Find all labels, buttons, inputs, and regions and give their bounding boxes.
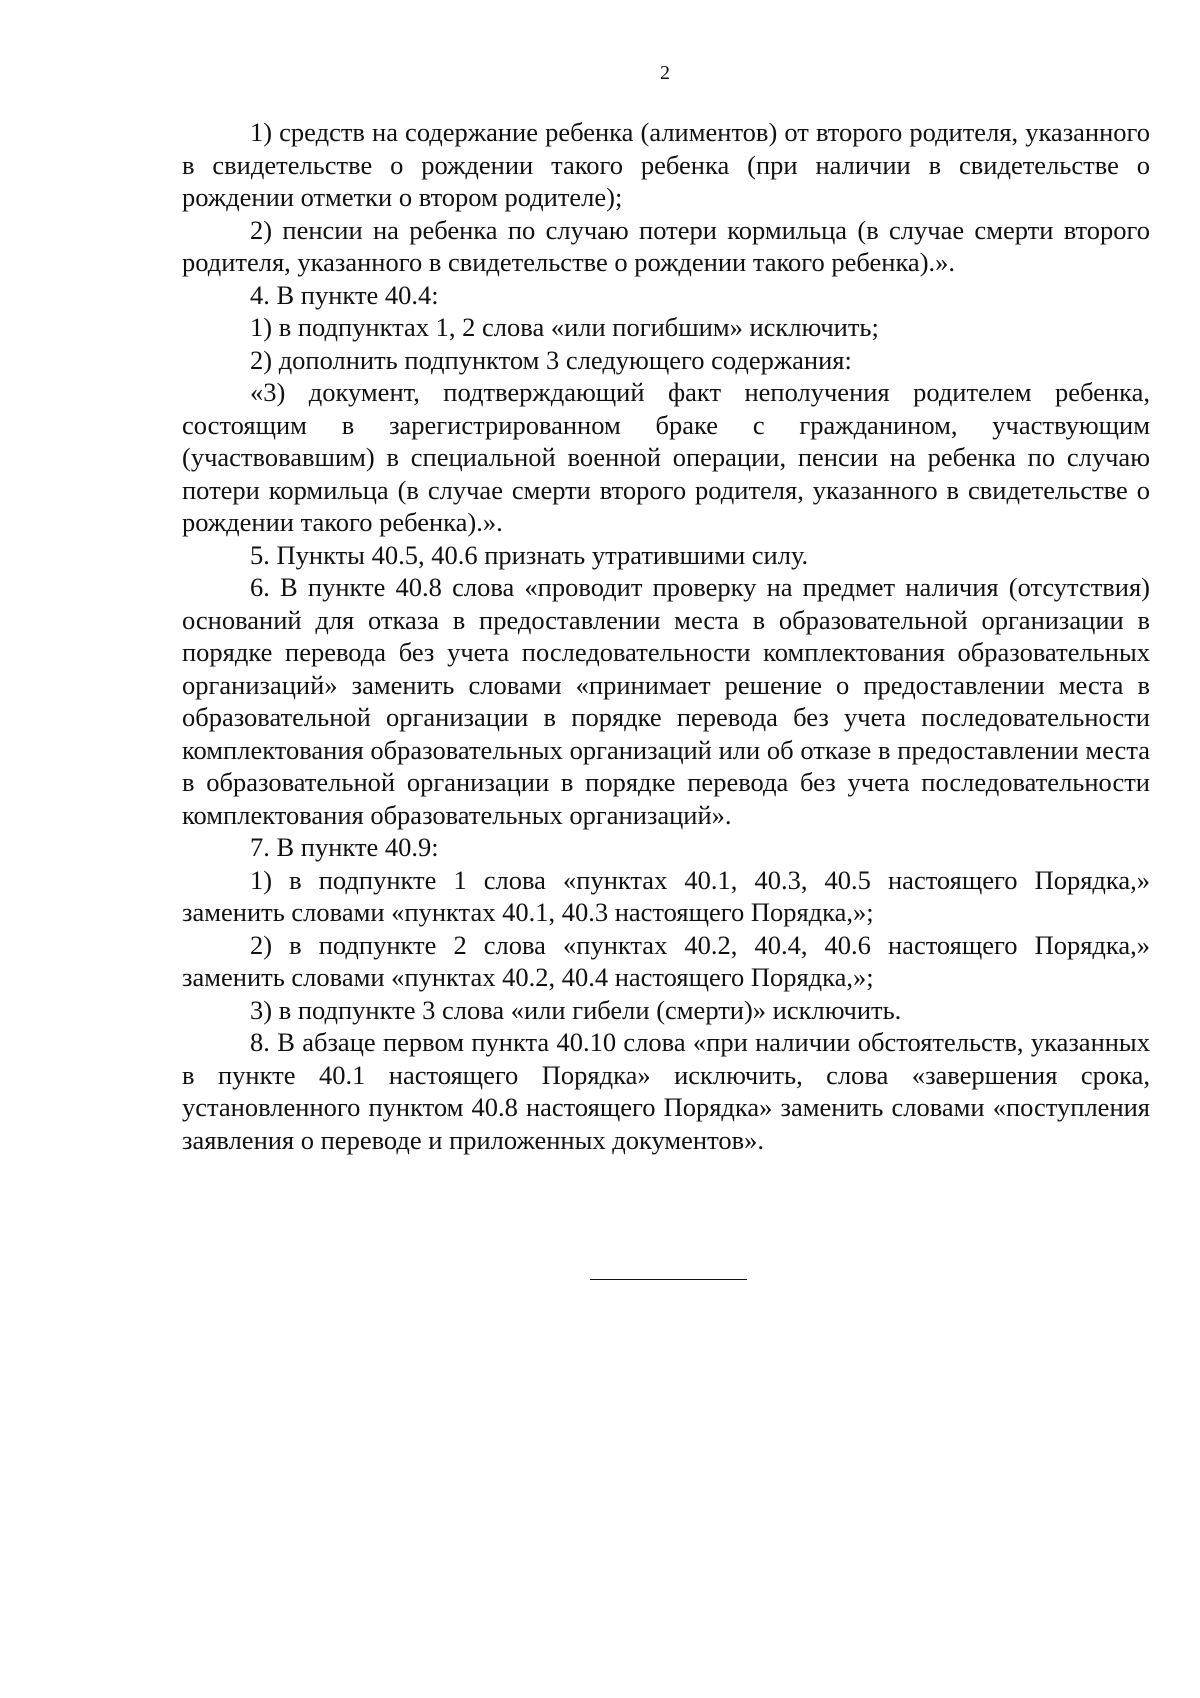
paragraph: «3) документ, подтверждающий факт неполучения родителем ребенка, состоящим в зарегистрированном браке с гражданином, участвующим (участвовавшим) в специальной военной операции, пенсии на ребенка по случаю потери кормильца (в случае смерти второго родителя, указанного в свидетельстве о рождении такого ребенка).». bbox=[182, 377, 1150, 537]
paragraph: 2) дополнить подпунктом 3 следующего содержания: bbox=[250, 344, 852, 375]
paragraph: 5. Пункты 40.5, 40.6 признать утратившими силу. bbox=[250, 539, 809, 570]
paragraph: 3) в подпункте 3 слова «или гибели (смерти)» исключить. bbox=[250, 994, 902, 1025]
paragraph: 2) в подпункте 2 слова «пунктах 40.2, 40.4, 40.6 настоящего Порядка,» заменить словами «пунктах 40.2, 40.4 настоящего Порядка,»; bbox=[182, 929, 1150, 992]
paragraph: 6. В пункте 40.8 слова «проводит проверку на предмет наличия (отсутствия) оснований для отказа в предоставлении места в образовательной организации в порядке перевода без учета последовательности комплектования образовательных организаций» заменить словами «принимает решение о предоставлении места в образовательной организации в порядке перевода без учета последовательности комплектования образовательных организаций или об отказе в предоставлении места в образовательной организации в порядке перевода без учета последовательности комплектования образовательных организаций». bbox=[182, 572, 1150, 830]
paragraph: 7. В пункте 40.9: bbox=[250, 832, 439, 862]
paragraph: 2) пенсии на ребенка по случаю потери кормильца (в случае смерти второго родителя, указанного в свидетельстве о рождении такого ребенка).». bbox=[182, 214, 1150, 277]
end-of-text-divider bbox=[590, 1279, 747, 1280]
page-number: 2 bbox=[660, 62, 670, 84]
paragraph: 1) средств на содержание ребенка (алиментов) от второго родителя, указанного в свидетельстве о рождении такого ребенка (при наличии в свидетельстве о рождении отметки о втором родителе); bbox=[182, 117, 1150, 212]
paragraph: 1) в подпунктах 1, 2 слова «или погибшим» исключить; bbox=[250, 312, 879, 342]
paragraph: 8. В абзаце первом пункта 40.10 слова «при наличии обстоятельств, указанных в пункте 40.1 настоящего Порядка» исключить, слова «завершения срока, установленного пунктом 40.8 настоящего Порядка» заменить словами «поступления заявления о переводе и приложенных документов». bbox=[182, 1027, 1150, 1155]
document-body bbox=[182, 116, 1150, 1156]
paragraph: 1) в подпункте 1 слова «пунктах 40.1, 40.3, 40.5 настоящего Порядка,» заменить словами «пунктах 40.1, 40.3 настоящего Порядка,»; bbox=[182, 864, 1150, 927]
paragraph: 4. В пункте 40.4: bbox=[250, 279, 439, 310]
